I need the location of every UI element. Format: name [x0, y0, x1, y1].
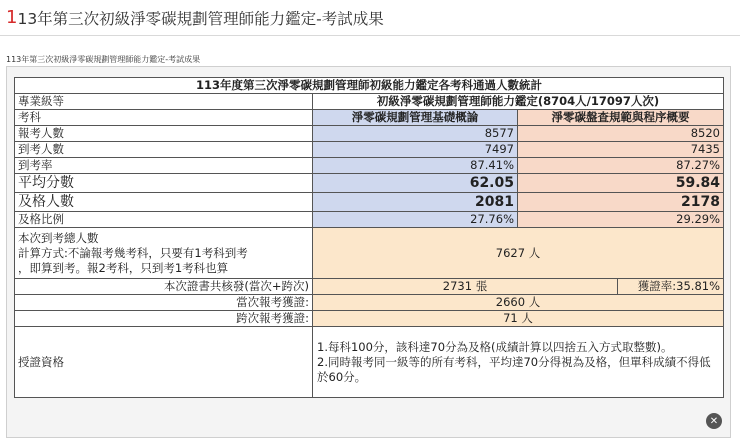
stats-table — [14, 77, 724, 398]
total-attendance-value: 7627 人 — [313, 228, 724, 279]
subject-1-value: 27.76% — [313, 212, 518, 228]
cross-certs-value: 71 人 — [313, 311, 724, 327]
qualification-row — [15, 327, 724, 398]
subject-1-value: 87.41% — [313, 158, 518, 174]
row-label: 及格人數 — [15, 193, 313, 212]
total-attendance-method: 計算方式:不論報考幾考科，只要有1考科到考 — [18, 245, 248, 260]
subject-1-value: 62.05 — [313, 174, 518, 193]
subject-1-value: 8577 — [313, 126, 518, 142]
row-label: 及格比例 — [15, 212, 313, 228]
cross-certs-label: 跨次報考獲證: — [15, 311, 313, 327]
total-attendance-row — [15, 228, 724, 279]
certificates-row — [15, 279, 724, 295]
page-title — [0, 0, 740, 36]
total-attendance-note: ，即算到考。報2考科，只到考1考科也算 — [18, 260, 229, 275]
certificates-value: 2731 張 — [313, 279, 618, 295]
table-title-row — [15, 78, 724, 94]
subject-2-value: 2178 — [518, 193, 724, 212]
table-title: 113年度第三次淨零碳規劃管理師初級能力鑑定各考科通過人數統計 — [15, 78, 724, 94]
subject-1-header: 淨零碳規劃管理基礎概論 — [313, 110, 518, 126]
subject-2-value: 59.84 — [518, 174, 724, 193]
title-text: 13年第三次初級淨零碳規劃管理師能力鑑定-考試成果 — [17, 9, 384, 28]
table-row — [15, 174, 724, 193]
wrench-icon[interactable]: ✕ — [706, 413, 722, 429]
subject-2-value: 7435 — [518, 142, 724, 158]
current-certs-row — [15, 295, 724, 311]
qualification-text — [313, 327, 724, 398]
level-value: 初級淨零碳規劃管理師能力鑑定(8704人/17097人次) — [313, 94, 724, 110]
title-first-char: 1 — [6, 7, 18, 28]
total-attendance-title: 本次到考總人數 — [18, 230, 99, 245]
level-row — [15, 94, 724, 110]
table-row — [15, 142, 724, 158]
subject-2-value: 87.27% — [518, 158, 724, 174]
total-attendance-label — [15, 228, 313, 279]
subject-2-value: 29.29% — [518, 212, 724, 228]
subject-2-value: 8520 — [518, 126, 724, 142]
row-label: 到考率 — [15, 158, 313, 174]
row-label: 報考人數 — [15, 126, 313, 142]
subject-2-header: 淨零碳盤查規範與程序概要 — [518, 110, 724, 126]
table-row — [15, 158, 724, 174]
table-row — [15, 193, 724, 212]
current-certs-value: 2660 人 — [313, 295, 724, 311]
cross-certs-row — [15, 311, 724, 327]
certificates-rate: 獲證率:35.81% — [618, 279, 724, 295]
row-label: 到考人數 — [15, 142, 313, 158]
table-row — [15, 126, 724, 142]
certificates-label: 本次證書共核發(當次+跨次) — [15, 279, 313, 295]
subject-label: 考科 — [15, 110, 313, 126]
table-row — [15, 212, 724, 228]
current-certs-label: 當次報考獲證: — [15, 295, 313, 311]
breadcrumb: 113年第三次初級淨零碳規劃管理師能力鑑定-考試成果 — [6, 55, 201, 64]
subject-1-value: 2081 — [313, 193, 518, 212]
content-frame — [6, 66, 731, 438]
qualification-line-2: 2.同時報考同一級等的所有考科，平均達70分得視為及格，但單科成績不得低於60分。 — [317, 354, 711, 384]
level-label: 專業級等 — [15, 94, 313, 110]
qualification-label: 授證資格 — [15, 327, 313, 398]
qualification-line-1: 1.每科100分，該科達70分為及格(成績計算以四捨五入方式取整數)。 — [317, 339, 673, 354]
row-label: 平均分數 — [15, 174, 313, 193]
subject-row — [15, 110, 724, 126]
subject-1-value: 7497 — [313, 142, 518, 158]
